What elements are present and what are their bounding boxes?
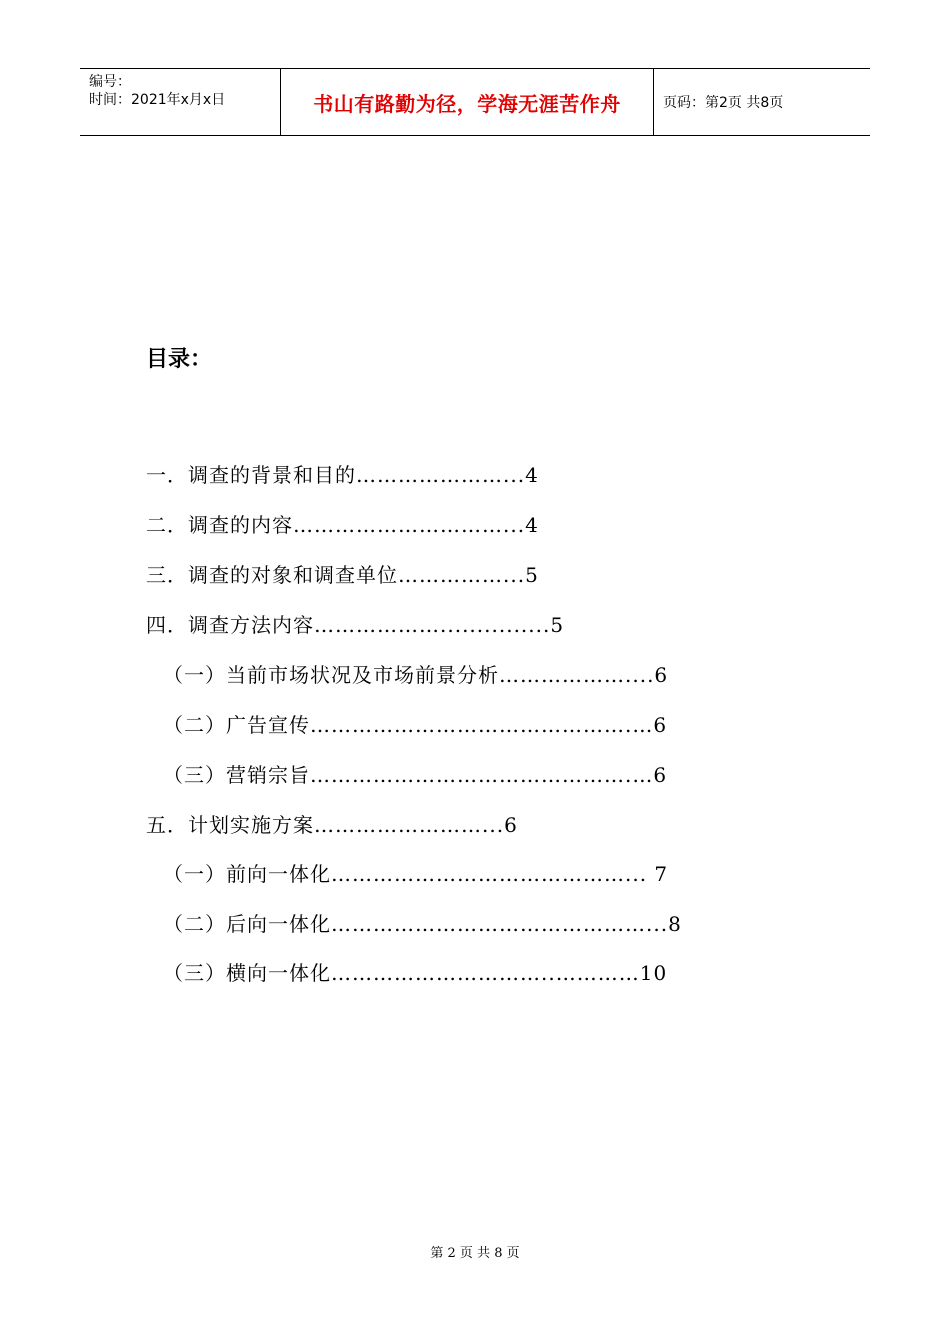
toc-subentry[interactable]: （三）横向一体化…………………………..…………10	[163, 961, 668, 985]
header-number-label: 编号：	[89, 74, 131, 90]
toc-entry[interactable]: 一．调查的背景和目的…………………...4	[146, 463, 539, 487]
toc-entry[interactable]: 四．调查方法内容………………...............5	[146, 613, 565, 637]
toc-entry[interactable]: 三．调查的对象和调查单位……………...5	[146, 563, 539, 587]
toc-subentry[interactable]: （三）营销宗旨……………………………………….…6	[163, 763, 668, 787]
header-time-label: 时间：2021年x月x日	[89, 92, 226, 108]
toc-subentry[interactable]: （一）当前市场状况及市场前景分析………………....6	[163, 663, 669, 687]
toc-entry[interactable]: 二．调查的内容…………………………...4	[146, 513, 539, 537]
toc-subentry[interactable]: （二）后向一体化………………………………………...8	[163, 912, 682, 936]
toc-subentry[interactable]: （一）前向一体化……………………………………... 7	[163, 862, 669, 886]
toc-entry[interactable]: 五．计划实施方案……………………...6	[146, 813, 518, 837]
header-motto: 书山有路勤为径，学海无涯苦作舟	[313, 91, 621, 116]
toc-subentry[interactable]: （二）广告宣传……………………………………….…6	[163, 713, 668, 737]
toc-title: 目录：	[146, 347, 213, 372]
header-page-label: 页码：第2页 共8页	[663, 95, 784, 111]
page-footer: 第 2 页 共 8 页	[430, 1246, 520, 1261]
